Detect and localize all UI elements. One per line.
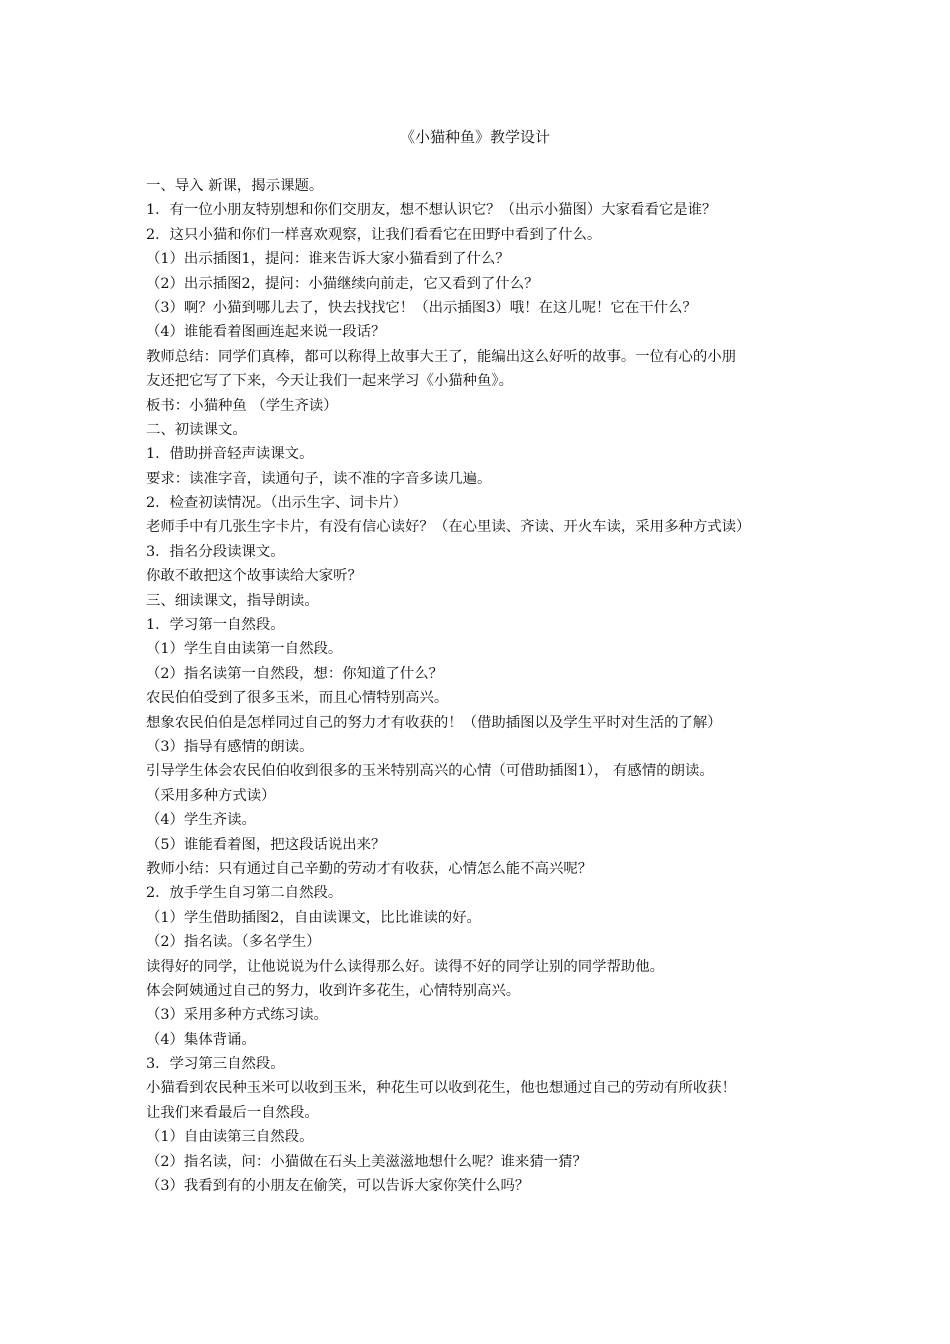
paragraph-line: 友还把它写了下来，今天让我们一起来学习《小猫种鱼》。 — [146, 373, 513, 390]
paragraph-line: 3．指名分段读课文。 — [146, 543, 285, 560]
section-heading-1: 一、导入 新课，揭示课题。 — [146, 178, 324, 194]
paragraph-line: （采用多种方式读） — [146, 787, 276, 804]
paragraph-line: （1）学生借助插图2，自由读课文，比比谁读的好。 — [146, 909, 481, 926]
paragraph-line: （1）学生自由读第一自然段。 — [146, 641, 343, 658]
paragraph-line: 2．这只小猫和你们一样喜欢观察，让我们看看它在田野中看到了什么。 — [146, 226, 602, 243]
paragraph-line: （3）啊？小猫到哪儿去了，快去找找它！（出示插图3）哦！在这儿呢！它在干什么？ — [146, 299, 697, 316]
paragraph-line: （4）集体背诵。 — [146, 1031, 256, 1048]
paragraph-line: （4）学生齐读。 — [146, 812, 256, 829]
section-heading-2: 二、初读课文。 — [146, 421, 247, 438]
paragraph-line: 体会阿姨通过自己的努力，收到许多花生，心情特别高兴。 — [146, 982, 521, 999]
section-heading-3: 三、细读课文，指导朗读。 — [146, 592, 319, 609]
paragraph-line: 小猫看到农民种玉米可以收到玉米，种花生可以收到花生，他也想通过自己的劳动有所收获！ — [146, 1080, 737, 1097]
paragraph-line: 读得好的同学，让他说说为什么读得那么好。读得不好的同学让别的同学帮助他。 — [146, 958, 665, 975]
paragraph-line: 3．学习第三自然段。 — [146, 1056, 285, 1073]
paragraph-line: 2．放手学生自习第二自然段。 — [146, 885, 343, 902]
paragraph-line: 农民伯伯受到了很多玉米，而且心情特别高兴。 — [146, 690, 449, 707]
paragraph-line: 你敢不敢把这个故事读给大家听？ — [146, 568, 362, 585]
paragraph-line: （1）自由读第三自然段。 — [146, 1129, 314, 1146]
paragraph-line: （5）谁能看着图，把这段话说出来？ — [146, 836, 386, 853]
paragraph-line: （2）指名读。（多名学生） — [146, 934, 321, 951]
paragraph-line: 教师小结：只有通过自己辛勤的劳动才有收获，心情怎么能不高兴呢？ — [146, 860, 593, 877]
paragraph-line: （1）出示插图1，提问：谁来告诉大家小猫看到了什么？ — [146, 251, 510, 268]
paragraph-line: 2．检查初读情况。（出示生字、词卡片） — [146, 495, 407, 512]
paragraph-line: 引导学生体会农民伯伯收到很多的玉米特别高兴的心情（可借助插图1）， 有感情的朗读。 — [146, 763, 714, 780]
paragraph-line: （3）采用多种方式练习读。 — [146, 1007, 328, 1024]
paragraph-line: 教师总结：同学们真棒，都可以称得上故事大王了，能编出这么好听的故事。一位有心的小朋 — [146, 348, 737, 365]
paragraph-line: （2）出示插图2，提问：小猫继续向前走，它又看到了什么？ — [146, 275, 539, 292]
paragraph-line: （2）指名读第一自然段，想：你知道了什么？ — [146, 665, 443, 682]
paragraph-line: 想象农民伯伯是怎样同过自己的努力才有收获的！（借助插图以及学生平时对生活的了解） — [146, 714, 722, 731]
paragraph-line: 让我们来看最后一自然段。 — [146, 1104, 319, 1121]
paragraph-line: 1．借助拼音轻声读课文。 — [146, 446, 314, 463]
paragraph-line: （3）我看到有的小朋友在偷笑，可以告诉大家你笑什么吗？ — [146, 1178, 530, 1195]
paragraph-line: 板书：小猫种鱼 （学生齐读） — [146, 397, 338, 414]
paragraph-line: 要求：读准字音，读通句子，读不准的字音多读几遍。 — [146, 470, 492, 487]
paragraph-line: （2）指名读，问：小猫做在石头上美滋滋地想什么呢？谁来猜一猜？ — [146, 1153, 587, 1170]
paragraph-line: （3）指导有感情的朗读。 — [146, 738, 314, 755]
paragraph-line: 1．有一位小朋友特别想和你们交朋友，想不想认识它？（出示小猫图）大家看看它是谁？ — [146, 202, 717, 219]
paragraph-line: 1．学习第一自然段。 — [146, 617, 285, 634]
document-title: 《小猫种鱼》教学设计 — [399, 128, 550, 146]
document-body — [146, 174, 826, 1198]
paragraph-line: （4）谁能看着图画连起来说一段话？ — [146, 324, 386, 341]
paragraph-line: 老师手中有几张生字卡片，有没有信心读好？（在心里读、齐读、开火车读，采用多种方式读） — [146, 519, 751, 536]
